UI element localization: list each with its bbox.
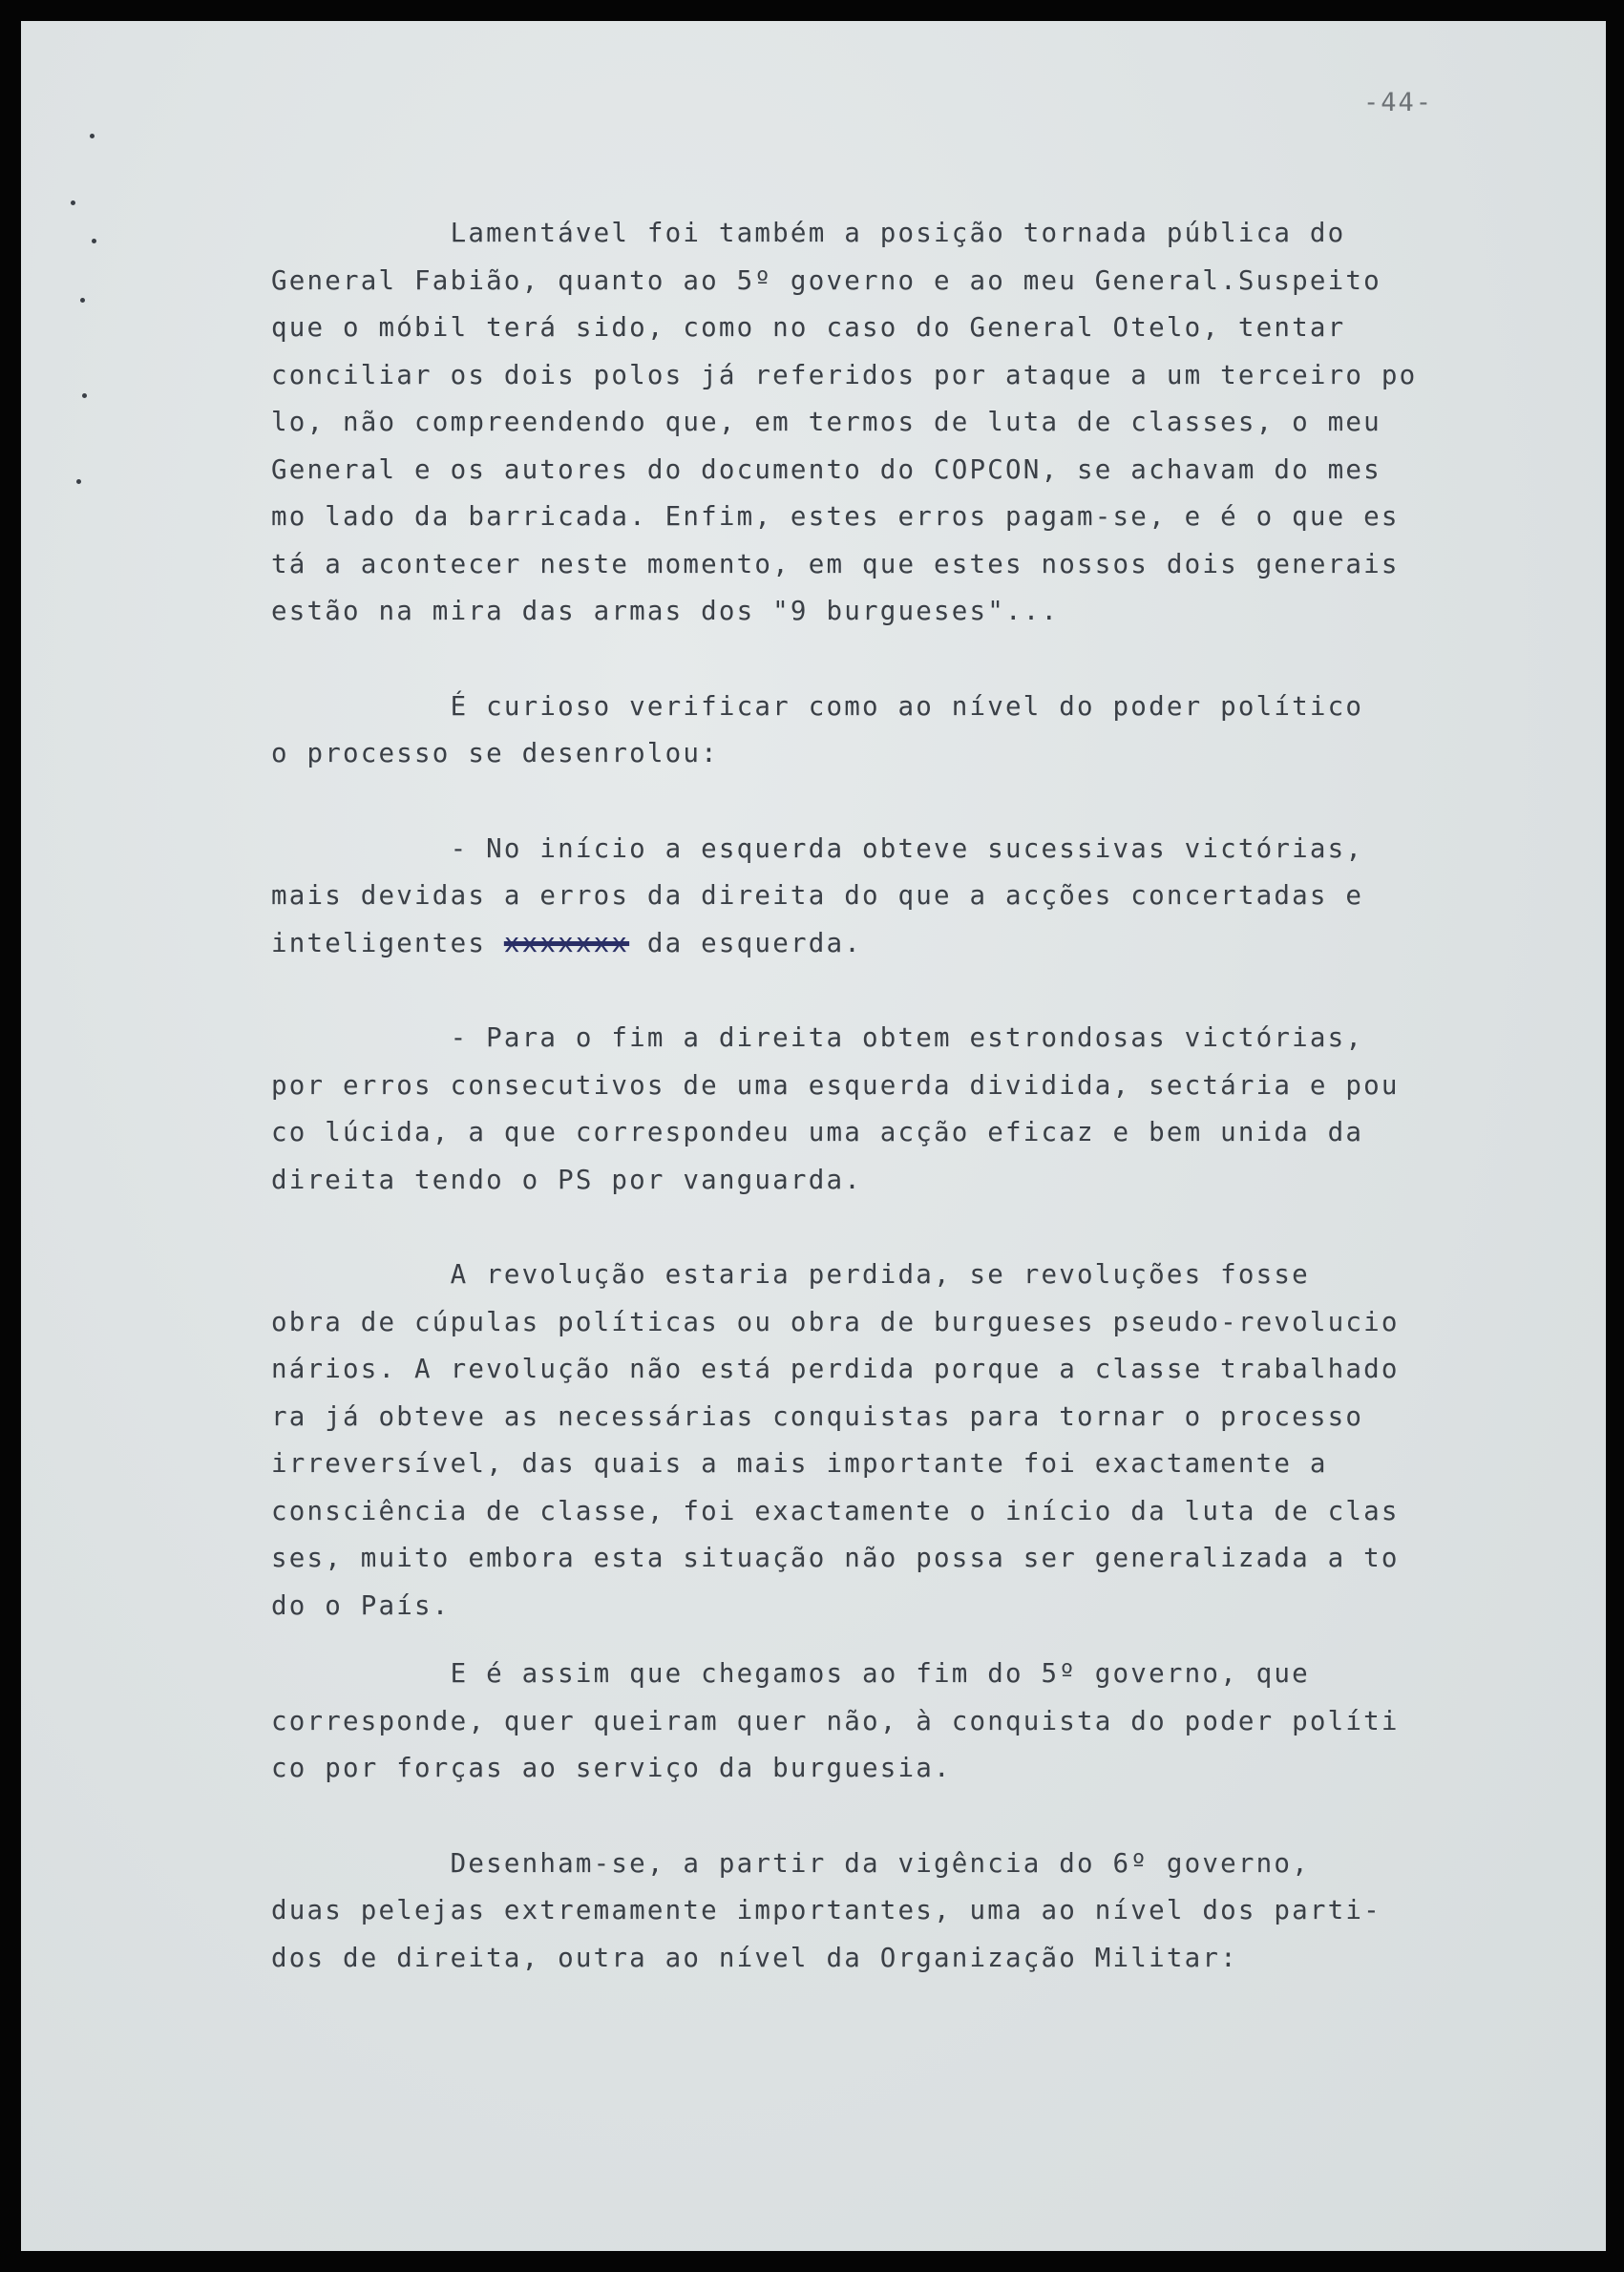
text-line: co por forças ao serviço da burguesia. [271,1753,952,1783]
text-line: estão na mira das armas dos "9 burgueses"... [271,596,1060,626]
document-body [271,210,1531,1982]
margin-mark [92,239,96,243]
paragraph-6 [271,1651,1531,1793]
text-line: consciência de classe, foi exactamente o início da luta de clas [271,1495,1400,1526]
margin-mark [80,298,85,303]
text-line: obra de cúpulas políticas ou obra de burgueses pseudo-revolucio [271,1306,1400,1337]
text-segment: da esquerda. [629,927,862,958]
text-line: dos de direita, outra ao nível da Organização Militar: [271,1942,1238,1973]
document-page [21,21,1606,2251]
text-line: direita tendo o PS por vanguarda. [271,1164,862,1195]
paragraph-7 [271,1841,1531,1983]
paragraph-5 [271,1252,1531,1630]
text-line: mo lado da barricada. Enfim, estes erros pagam-se, e é o que es [271,501,1400,532]
text-line: Desenham-se, a partir da vigência do 6º governo, [271,1847,1310,1879]
text-line: - Para o fim a direita obtem estrondosas victórias, [271,1022,1364,1053]
paragraph-1 [271,210,1531,636]
text-line: - No início a esquerda obteve sucessivas victórias, [271,832,1364,864]
text-line: que o móbil terá sido, como no caso do General Otelo, tentar [271,312,1346,343]
text-line: Lamentável foi também a posição tornada pública do [271,218,1346,248]
text-line: duas pelejas extremamente importantes, uma ao nível dos parti- [271,1895,1381,1925]
text-segment: inteligentes [271,927,504,958]
text-line: A revolução estaria perdida, se revoluções fosse [271,1259,1310,1290]
text-line: conciliar os dois polos já referidos por ataque a um terceiro po [271,359,1418,390]
text-line: por erros consecutivos de uma esquerda dividida, sectária e pou [271,1069,1400,1101]
text-line: co lúcida, a que correspondeu uma acção eficaz e bem unida da [271,1117,1364,1147]
text-line: E é assim que chegamos ao fim do 5º governo, que [271,1658,1310,1689]
text-line: General e os autores do documento do COPCON, se achavam do mes [271,453,1381,485]
text-line: o processo se desenrolou: [271,738,719,768]
paragraph-3 [271,826,1531,968]
text-line: do o País. [271,1589,451,1621]
margin-mark [90,134,95,138]
struck-out-word: xxxxxxx [503,927,630,958]
text-line: ses, muito embora esta situação não possa ser generalizada a to [271,1543,1400,1573]
text-line: ra já obteve as necessárias conquistas para tornar o processo [271,1400,1364,1432]
text-line: lo, não compreendendo que, em termos de luta de classes, o meu [271,407,1381,437]
margin-mark [82,393,87,398]
text-line: General Fabião, quanto ao 5º governo e ao meu General.Suspeito [271,264,1381,296]
margin-mark [76,479,81,484]
text-line-with-strikeout [271,920,1531,968]
page-number: -44- [1363,88,1434,117]
paragraph-4 [271,1015,1531,1204]
paragraph-2 [271,684,1531,778]
text-line: nários. A revolução não está perdida porque a classe trabalhado [271,1354,1400,1384]
margin-mark [71,200,75,205]
text-line: corresponde, quer queiram quer não, à conquista do poder políti [271,1705,1400,1736]
text-line: tá a acontecer neste momento, em que estes nossos dois generais [271,548,1400,579]
text-line: mais devidas a erros da direita do que a acções concertadas e [271,880,1364,911]
text-line: irreversível, das quais a mais importante foi exactamente a [271,1448,1328,1479]
text-line: É curioso verificar como ao nível do poder político [271,690,1364,722]
